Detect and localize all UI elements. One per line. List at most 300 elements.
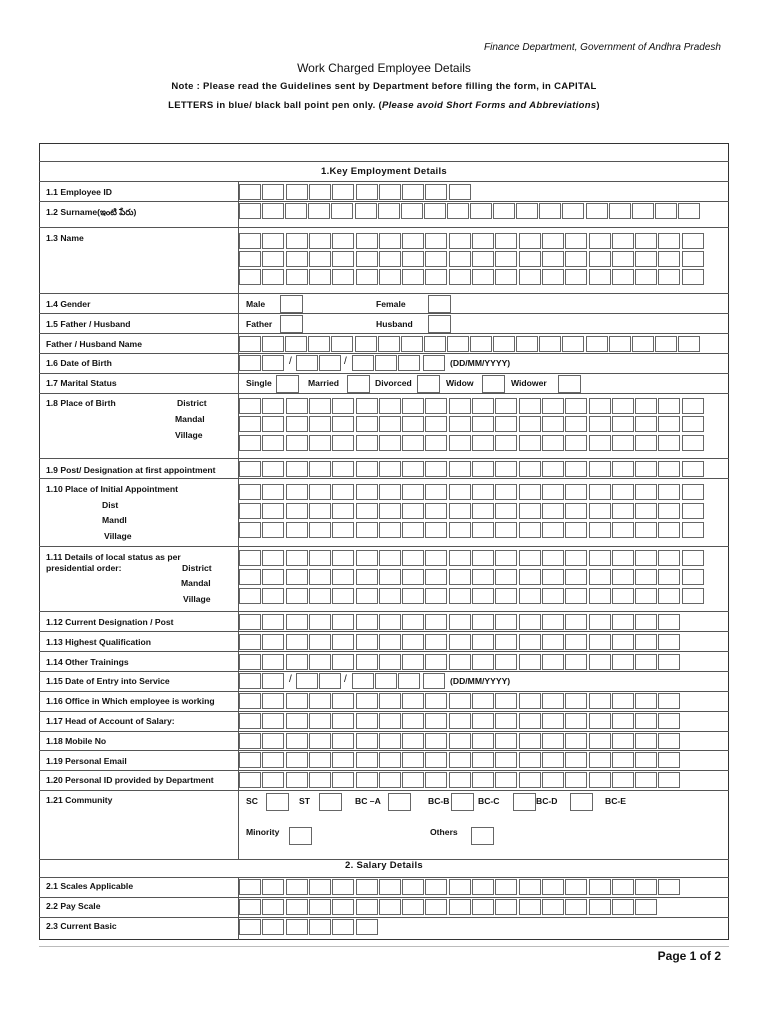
fh-name-char-box[interactable] — [470, 336, 492, 352]
employee-id-char-box[interactable] — [286, 184, 308, 200]
current-designation-char-box[interactable] — [286, 614, 308, 630]
name-char-box[interactable] — [449, 269, 471, 285]
trainings-char-box[interactable] — [519, 654, 541, 670]
initial-place-char-box[interactable] — [589, 484, 611, 500]
post-first-char-box[interactable] — [612, 461, 634, 477]
initial-dist-char-box[interactable] — [262, 503, 284, 519]
trainings-char-box[interactable] — [635, 654, 657, 670]
scales-char-box[interactable] — [356, 879, 378, 895]
employee-id-char-box[interactable] — [332, 184, 354, 200]
head-account-char-box[interactable] — [658, 713, 680, 729]
mobile-char-box[interactable] — [449, 733, 471, 749]
local-mandal-char-box[interactable] — [682, 588, 704, 604]
surname-char-box[interactable] — [262, 203, 284, 219]
initial-mandl-char-box[interactable] — [589, 522, 611, 538]
initial-place-char-box[interactable] — [402, 484, 424, 500]
pay-scale-char-box[interactable] — [356, 899, 378, 915]
post-first-char-box[interactable] — [589, 461, 611, 477]
birth-district-char-box[interactable] — [635, 398, 657, 414]
email-char-box[interactable] — [309, 752, 331, 768]
birth-mandal-char-box[interactable] — [682, 416, 704, 432]
initial-dist-char-box[interactable] — [425, 503, 447, 519]
head-account-char-box[interactable] — [495, 713, 517, 729]
fh-name-char-box[interactable] — [678, 336, 700, 352]
personal-id-char-box[interactable] — [472, 772, 494, 788]
initial-mandl-char-box[interactable] — [239, 522, 261, 538]
initial-place-char-box[interactable] — [425, 484, 447, 500]
local-mandal-char-box[interactable] — [286, 588, 308, 604]
email-char-box[interactable] — [495, 752, 517, 768]
employee-id-char-box[interactable] — [402, 184, 424, 200]
birth-mandal-char-box[interactable] — [332, 416, 354, 432]
pay-scale-char-box[interactable] — [402, 899, 424, 915]
birth-village-char-box[interactable] — [542, 435, 564, 451]
head-account-char-box[interactable] — [262, 713, 284, 729]
local-status-char-box[interactable] — [332, 550, 354, 566]
initial-place-char-box[interactable] — [658, 484, 680, 500]
dob-digit-box[interactable] — [239, 355, 261, 371]
local-mandal-char-box[interactable] — [332, 588, 354, 604]
gender-male-checkbox[interactable] — [280, 295, 303, 313]
fh-name-char-box[interactable] — [586, 336, 608, 352]
scales-char-box[interactable] — [425, 879, 447, 895]
local-district-char-box[interactable] — [519, 569, 541, 585]
local-mandal-char-box[interactable] — [519, 588, 541, 604]
post-first-char-box[interactable] — [658, 461, 680, 477]
post-first-char-box[interactable] — [309, 461, 331, 477]
initial-place-char-box[interactable] — [332, 484, 354, 500]
qualification-char-box[interactable] — [565, 634, 587, 650]
trainings-char-box[interactable] — [356, 654, 378, 670]
email-char-box[interactable] — [239, 752, 261, 768]
name-char-box[interactable] — [309, 251, 331, 267]
marital-widow-checkbox[interactable] — [482, 375, 505, 393]
qualification-char-box[interactable] — [542, 634, 564, 650]
birth-district-char-box[interactable] — [379, 398, 401, 414]
birth-mandal-char-box[interactable] — [239, 416, 261, 432]
local-status-char-box[interactable] — [495, 550, 517, 566]
qualification-char-box[interactable] — [239, 634, 261, 650]
birth-district-char-box[interactable] — [286, 398, 308, 414]
trainings-char-box[interactable] — [262, 654, 284, 670]
birth-district-char-box[interactable] — [495, 398, 517, 414]
scales-char-box[interactable] — [309, 879, 331, 895]
dob-digit-box[interactable] — [398, 355, 420, 371]
local-mandal-char-box[interactable] — [635, 588, 657, 604]
current-designation-char-box[interactable] — [658, 614, 680, 630]
surname-char-box[interactable] — [655, 203, 677, 219]
qualification-char-box[interactable] — [589, 634, 611, 650]
pay-scale-char-box[interactable] — [286, 899, 308, 915]
local-district-char-box[interactable] — [262, 569, 284, 585]
initial-dist-char-box[interactable] — [332, 503, 354, 519]
fh-name-char-box[interactable] — [331, 336, 353, 352]
current-basic-char-box[interactable] — [309, 919, 331, 935]
birth-mandal-char-box[interactable] — [402, 416, 424, 432]
head-account-char-box[interactable] — [542, 713, 564, 729]
initial-mandl-char-box[interactable] — [542, 522, 564, 538]
trainings-char-box[interactable] — [239, 654, 261, 670]
email-char-box[interactable] — [356, 752, 378, 768]
initial-mandl-char-box[interactable] — [565, 522, 587, 538]
name-char-box[interactable] — [519, 251, 541, 267]
name-char-box[interactable] — [682, 233, 704, 249]
initial-dist-char-box[interactable] — [612, 503, 634, 519]
personal-id-char-box[interactable] — [425, 772, 447, 788]
local-mandal-char-box[interactable] — [309, 588, 331, 604]
local-status-char-box[interactable] — [565, 550, 587, 566]
name-char-box[interactable] — [402, 251, 424, 267]
local-mandal-char-box[interactable] — [449, 588, 471, 604]
scales-char-box[interactable] — [589, 879, 611, 895]
post-first-char-box[interactable] — [425, 461, 447, 477]
surname-char-box[interactable] — [609, 203, 631, 219]
employee-id-char-box[interactable] — [379, 184, 401, 200]
mobile-char-box[interactable] — [239, 733, 261, 749]
initial-place-char-box[interactable] — [495, 484, 517, 500]
name-char-box[interactable] — [402, 233, 424, 249]
birth-mandal-char-box[interactable] — [542, 416, 564, 432]
post-first-char-box[interactable] — [356, 461, 378, 477]
current-basic-char-box[interactable] — [262, 919, 284, 935]
name-char-box[interactable] — [495, 269, 517, 285]
fh-name-char-box[interactable] — [308, 336, 330, 352]
current-designation-char-box[interactable] — [356, 614, 378, 630]
name-char-box[interactable] — [379, 269, 401, 285]
birth-mandal-char-box[interactable] — [519, 416, 541, 432]
trainings-char-box[interactable] — [449, 654, 471, 670]
initial-mandl-char-box[interactable] — [356, 522, 378, 538]
fh-name-char-box[interactable] — [401, 336, 423, 352]
name-char-box[interactable] — [658, 251, 680, 267]
current-basic-char-box[interactable] — [286, 919, 308, 935]
current-designation-char-box[interactable] — [262, 614, 284, 630]
initial-dist-char-box[interactable] — [635, 503, 657, 519]
post-first-char-box[interactable] — [495, 461, 517, 477]
initial-mandl-char-box[interactable] — [658, 522, 680, 538]
email-char-box[interactable] — [262, 752, 284, 768]
head-account-char-box[interactable] — [425, 713, 447, 729]
birth-mandal-char-box[interactable] — [379, 416, 401, 432]
name-char-box[interactable] — [425, 251, 447, 267]
email-char-box[interactable] — [472, 752, 494, 768]
local-status-char-box[interactable] — [309, 550, 331, 566]
local-status-char-box[interactable] — [449, 550, 471, 566]
initial-mandl-char-box[interactable] — [449, 522, 471, 538]
surname-char-box[interactable] — [355, 203, 377, 219]
initial-place-char-box[interactable] — [262, 484, 284, 500]
head-account-char-box[interactable] — [612, 713, 634, 729]
email-char-box[interactable] — [402, 752, 424, 768]
surname-char-box[interactable] — [539, 203, 561, 219]
entry-date-digit-box[interactable] — [239, 673, 261, 689]
name-char-box[interactable] — [472, 269, 494, 285]
initial-mandl-char-box[interactable] — [425, 522, 447, 538]
local-district-char-box[interactable] — [682, 569, 704, 585]
qualification-char-box[interactable] — [379, 634, 401, 650]
dob-digit-box[interactable] — [319, 355, 341, 371]
scales-char-box[interactable] — [519, 879, 541, 895]
current-designation-char-box[interactable] — [612, 614, 634, 630]
local-district-char-box[interactable] — [332, 569, 354, 585]
scales-char-box[interactable] — [658, 879, 680, 895]
office-char-box[interactable] — [425, 693, 447, 709]
birth-district-char-box[interactable] — [612, 398, 634, 414]
name-char-box[interactable] — [402, 269, 424, 285]
local-status-char-box[interactable] — [472, 550, 494, 566]
name-char-box[interactable] — [262, 251, 284, 267]
local-district-char-box[interactable] — [425, 569, 447, 585]
name-char-box[interactable] — [286, 251, 308, 267]
name-char-box[interactable] — [565, 269, 587, 285]
name-char-box[interactable] — [612, 233, 634, 249]
birth-district-char-box[interactable] — [565, 398, 587, 414]
name-char-box[interactable] — [682, 251, 704, 267]
community-bcc-checkbox[interactable] — [513, 793, 536, 811]
employee-id-char-box[interactable] — [239, 184, 261, 200]
office-char-box[interactable] — [239, 693, 261, 709]
initial-mandl-char-box[interactable] — [612, 522, 634, 538]
initial-mandl-char-box[interactable] — [262, 522, 284, 538]
birth-village-char-box[interactable] — [379, 435, 401, 451]
initial-mandl-char-box[interactable] — [519, 522, 541, 538]
office-char-box[interactable] — [542, 693, 564, 709]
birth-mandal-char-box[interactable] — [309, 416, 331, 432]
post-first-char-box[interactable] — [682, 461, 704, 477]
personal-id-char-box[interactable] — [286, 772, 308, 788]
office-char-box[interactable] — [262, 693, 284, 709]
local-status-char-box[interactable] — [356, 550, 378, 566]
name-char-box[interactable] — [472, 233, 494, 249]
name-char-box[interactable] — [472, 251, 494, 267]
birth-mandal-char-box[interactable] — [356, 416, 378, 432]
trainings-char-box[interactable] — [658, 654, 680, 670]
birth-district-char-box[interactable] — [262, 398, 284, 414]
entry-date-digit-box[interactable] — [375, 673, 397, 689]
post-first-char-box[interactable] — [542, 461, 564, 477]
local-status-char-box[interactable] — [379, 550, 401, 566]
email-char-box[interactable] — [589, 752, 611, 768]
birth-mandal-char-box[interactable] — [658, 416, 680, 432]
birth-district-char-box[interactable] — [472, 398, 494, 414]
initial-mandl-char-box[interactable] — [379, 522, 401, 538]
personal-id-char-box[interactable] — [449, 772, 471, 788]
birth-village-char-box[interactable] — [286, 435, 308, 451]
entry-date-digit-box[interactable] — [423, 673, 445, 689]
fh-name-char-box[interactable] — [239, 336, 261, 352]
initial-mandl-char-box[interactable] — [309, 522, 331, 538]
personal-id-char-box[interactable] — [658, 772, 680, 788]
name-char-box[interactable] — [449, 233, 471, 249]
qualification-char-box[interactable] — [495, 634, 517, 650]
birth-district-char-box[interactable] — [332, 398, 354, 414]
name-char-box[interactable] — [449, 251, 471, 267]
birth-village-char-box[interactable] — [239, 435, 261, 451]
birth-village-char-box[interactable] — [519, 435, 541, 451]
scales-char-box[interactable] — [542, 879, 564, 895]
local-mandal-char-box[interactable] — [658, 588, 680, 604]
name-char-box[interactable] — [239, 269, 261, 285]
initial-place-char-box[interactable] — [542, 484, 564, 500]
local-status-char-box[interactable] — [658, 550, 680, 566]
birth-district-char-box[interactable] — [309, 398, 331, 414]
local-status-char-box[interactable] — [425, 550, 447, 566]
community-others-checkbox[interactable] — [471, 827, 494, 845]
name-char-box[interactable] — [262, 233, 284, 249]
pay-scale-char-box[interactable] — [425, 899, 447, 915]
entry-date-digit-box[interactable] — [319, 673, 341, 689]
community-st-checkbox[interactable] — [319, 793, 342, 811]
current-designation-char-box[interactable] — [449, 614, 471, 630]
surname-char-box[interactable] — [678, 203, 700, 219]
name-char-box[interactable] — [635, 269, 657, 285]
surname-char-box[interactable] — [562, 203, 584, 219]
employee-id-char-box[interactable] — [449, 184, 471, 200]
name-char-box[interactable] — [612, 251, 634, 267]
local-district-char-box[interactable] — [658, 569, 680, 585]
initial-place-char-box[interactable] — [682, 484, 704, 500]
initial-mandl-char-box[interactable] — [472, 522, 494, 538]
birth-village-char-box[interactable] — [332, 435, 354, 451]
mobile-char-box[interactable] — [519, 733, 541, 749]
email-char-box[interactable] — [658, 752, 680, 768]
post-first-char-box[interactable] — [449, 461, 471, 477]
surname-char-box[interactable] — [493, 203, 515, 219]
qualification-char-box[interactable] — [402, 634, 424, 650]
pay-scale-char-box[interactable] — [612, 899, 634, 915]
name-char-box[interactable] — [262, 269, 284, 285]
birth-village-char-box[interactable] — [309, 435, 331, 451]
local-mandal-char-box[interactable] — [425, 588, 447, 604]
local-status-char-box[interactable] — [682, 550, 704, 566]
name-char-box[interactable] — [356, 251, 378, 267]
name-char-box[interactable] — [495, 233, 517, 249]
pay-scale-char-box[interactable] — [332, 899, 354, 915]
current-designation-char-box[interactable] — [589, 614, 611, 630]
local-district-char-box[interactable] — [542, 569, 564, 585]
birth-village-char-box[interactable] — [449, 435, 471, 451]
community-sc-checkbox[interactable] — [266, 793, 289, 811]
initial-mandl-char-box[interactable] — [495, 522, 517, 538]
trainings-char-box[interactable] — [612, 654, 634, 670]
birth-district-char-box[interactable] — [589, 398, 611, 414]
initial-mandl-char-box[interactable] — [635, 522, 657, 538]
surname-char-box[interactable] — [586, 203, 608, 219]
name-char-box[interactable] — [495, 251, 517, 267]
local-district-char-box[interactable] — [356, 569, 378, 585]
employee-id-char-box[interactable] — [356, 184, 378, 200]
fh-name-char-box[interactable] — [516, 336, 538, 352]
head-account-char-box[interactable] — [589, 713, 611, 729]
marital-widower-checkbox[interactable] — [558, 375, 581, 393]
pay-scale-char-box[interactable] — [589, 899, 611, 915]
local-mandal-char-box[interactable] — [589, 588, 611, 604]
trainings-char-box[interactable] — [402, 654, 424, 670]
trainings-char-box[interactable] — [542, 654, 564, 670]
fh-name-char-box[interactable] — [609, 336, 631, 352]
fh-name-char-box[interactable] — [262, 336, 284, 352]
local-district-char-box[interactable] — [309, 569, 331, 585]
qualification-char-box[interactable] — [612, 634, 634, 650]
head-account-char-box[interactable] — [309, 713, 331, 729]
fh-name-char-box[interactable] — [562, 336, 584, 352]
scales-char-box[interactable] — [612, 879, 634, 895]
birth-district-char-box[interactable] — [356, 398, 378, 414]
personal-id-char-box[interactable] — [542, 772, 564, 788]
mobile-char-box[interactable] — [589, 733, 611, 749]
fh-name-char-box[interactable] — [355, 336, 377, 352]
name-char-box[interactable] — [519, 233, 541, 249]
marital-divorced-checkbox[interactable] — [417, 375, 440, 393]
birth-mandal-char-box[interactable] — [262, 416, 284, 432]
pay-scale-char-box[interactable] — [449, 899, 471, 915]
surname-char-box[interactable] — [308, 203, 330, 219]
name-char-box[interactable] — [425, 233, 447, 249]
initial-dist-char-box[interactable] — [658, 503, 680, 519]
personal-id-char-box[interactable] — [309, 772, 331, 788]
surname-char-box[interactable] — [401, 203, 423, 219]
relation-father-checkbox[interactable] — [280, 315, 303, 333]
current-designation-char-box[interactable] — [332, 614, 354, 630]
qualification-char-box[interactable] — [449, 634, 471, 650]
post-first-char-box[interactable] — [286, 461, 308, 477]
scales-char-box[interactable] — [495, 879, 517, 895]
qualification-char-box[interactable] — [286, 634, 308, 650]
birth-mandal-char-box[interactable] — [589, 416, 611, 432]
initial-dist-char-box[interactable] — [589, 503, 611, 519]
email-char-box[interactable] — [612, 752, 634, 768]
relation-husband-checkbox[interactable] — [428, 315, 451, 333]
office-char-box[interactable] — [449, 693, 471, 709]
mobile-char-box[interactable] — [495, 733, 517, 749]
name-char-box[interactable] — [542, 233, 564, 249]
birth-mandal-char-box[interactable] — [472, 416, 494, 432]
initial-place-char-box[interactable] — [635, 484, 657, 500]
initial-mandl-char-box[interactable] — [332, 522, 354, 538]
office-char-box[interactable] — [519, 693, 541, 709]
qualification-char-box[interactable] — [356, 634, 378, 650]
mobile-char-box[interactable] — [425, 733, 447, 749]
marital-married-checkbox[interactable] — [347, 375, 370, 393]
birth-district-char-box[interactable] — [542, 398, 564, 414]
head-account-char-box[interactable] — [379, 713, 401, 729]
name-char-box[interactable] — [542, 251, 564, 267]
birth-village-char-box[interactable] — [356, 435, 378, 451]
office-char-box[interactable] — [472, 693, 494, 709]
name-char-box[interactable] — [309, 233, 331, 249]
trainings-char-box[interactable] — [495, 654, 517, 670]
name-char-box[interactable] — [519, 269, 541, 285]
current-designation-char-box[interactable] — [565, 614, 587, 630]
local-status-char-box[interactable] — [589, 550, 611, 566]
email-char-box[interactable] — [542, 752, 564, 768]
community-bca-checkbox[interactable] — [388, 793, 411, 811]
trainings-char-box[interactable] — [309, 654, 331, 670]
trainings-char-box[interactable] — [565, 654, 587, 670]
name-char-box[interactable] — [682, 269, 704, 285]
head-account-char-box[interactable] — [402, 713, 424, 729]
personal-id-char-box[interactable] — [519, 772, 541, 788]
gender-female-checkbox[interactable] — [428, 295, 451, 313]
trainings-char-box[interactable] — [472, 654, 494, 670]
initial-dist-char-box[interactable] — [542, 503, 564, 519]
initial-dist-char-box[interactable] — [309, 503, 331, 519]
mobile-char-box[interactable] — [472, 733, 494, 749]
name-char-box[interactable] — [332, 251, 354, 267]
marital-single-checkbox[interactable] — [276, 375, 299, 393]
local-status-char-box[interactable] — [635, 550, 657, 566]
mobile-char-box[interactable] — [379, 733, 401, 749]
